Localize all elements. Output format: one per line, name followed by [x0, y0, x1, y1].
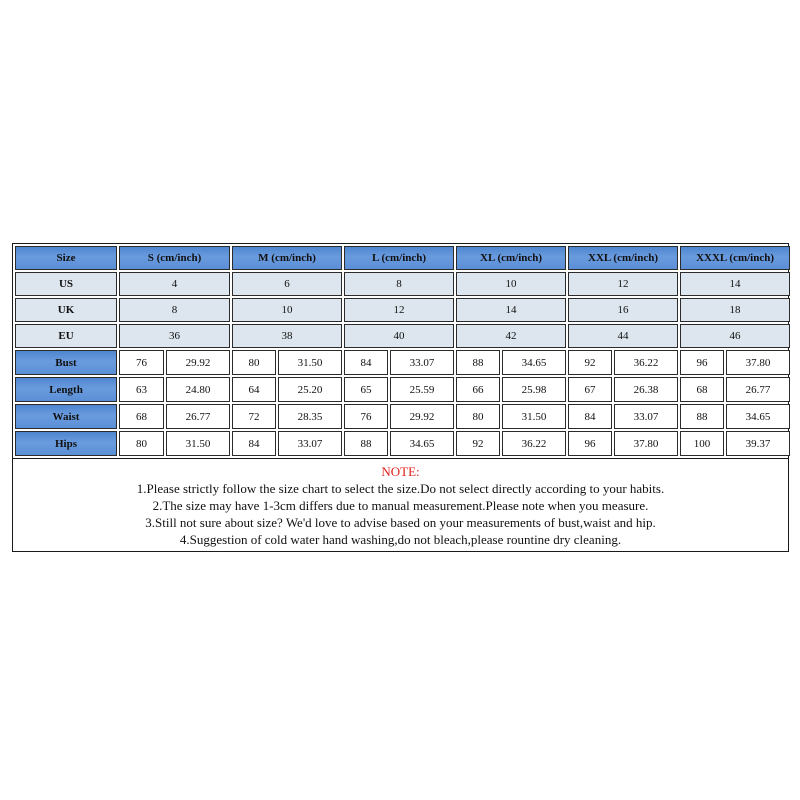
note-line-1: 1.Please strictly follow the size chart to select the size.Do not select directly according to your habits.: [136, 481, 665, 496]
measurement-row: [15, 377, 790, 402]
inch-cell: 26.38: [614, 377, 678, 402]
conversion-cell: 12: [344, 298, 454, 322]
cm-cell: 84: [344, 350, 388, 375]
inch-cell: 37.80: [614, 431, 678, 456]
conversion-cell: 16: [568, 298, 678, 322]
cm-cell: 72: [232, 404, 276, 429]
conversion-cell: 12: [568, 272, 678, 296]
note-line-4: 4.Suggestion of cold water hand washing,do not bleach,please rountine dry cleaning.: [179, 532, 622, 547]
conversion-cell: 4: [119, 272, 230, 296]
size-table-body: [15, 246, 790, 456]
note-section: [13, 458, 788, 551]
conversion-cell: 14: [456, 298, 566, 322]
measurement-row: [15, 404, 790, 429]
inch-cell: 37.80: [726, 350, 790, 375]
cm-cell: 67: [568, 377, 612, 402]
conversion-cell: 14: [680, 272, 790, 296]
size-header-cell: M (cm/inch): [232, 246, 342, 270]
inch-cell: 25.59: [390, 377, 454, 402]
cm-cell: 84: [232, 431, 276, 456]
cm-cell: 65: [344, 377, 388, 402]
inch-cell: 29.92: [390, 404, 454, 429]
cm-cell: 64: [232, 377, 276, 402]
note-line-3: 3.Still not sure about size? We'd love to advise based on your measurements of bust,waist and hip.: [145, 515, 656, 530]
measurement-row: [15, 350, 790, 375]
inch-cell: 26.77: [166, 404, 230, 429]
cm-cell: 100: [680, 431, 724, 456]
inch-cell: 33.07: [390, 350, 454, 375]
inch-cell: 26.77: [726, 377, 790, 402]
size-header-cell: XXXL (cm/inch): [680, 246, 790, 270]
conversion-cell: 6: [232, 272, 342, 296]
conversion-cell: 10: [456, 272, 566, 296]
size-column-header: Size: [15, 246, 117, 270]
inch-cell: 34.65: [390, 431, 454, 456]
conversion-cell: 40: [344, 324, 454, 348]
inch-cell: 33.07: [614, 404, 678, 429]
size-table: [13, 244, 792, 458]
row-label: Waist: [15, 404, 117, 429]
inch-cell: 33.07: [278, 431, 342, 456]
measurement-row: [15, 431, 790, 456]
header-row: [15, 246, 790, 270]
inch-cell: 39.37: [726, 431, 790, 456]
conversion-cell: 18: [680, 298, 790, 322]
row-label: US: [15, 272, 117, 296]
cm-cell: 80: [456, 404, 500, 429]
note-line-2: 2.The size may have 1-3cm differs due to manual measurement.Please note when you measure.: [152, 498, 649, 513]
conversion-cell: 38: [232, 324, 342, 348]
inch-cell: 36.22: [614, 350, 678, 375]
inch-cell: 25.98: [502, 377, 566, 402]
conversion-row: [15, 298, 790, 322]
row-label: Hips: [15, 431, 117, 456]
inch-cell: 36.22: [502, 431, 566, 456]
inch-cell: 34.65: [502, 350, 566, 375]
cm-cell: 96: [568, 431, 612, 456]
inch-cell: 29.92: [166, 350, 230, 375]
size-header-cell: XXL (cm/inch): [568, 246, 678, 270]
cm-cell: 88: [344, 431, 388, 456]
inch-cell: 31.50: [502, 404, 566, 429]
conversion-cell: 10: [232, 298, 342, 322]
inch-cell: 31.50: [166, 431, 230, 456]
row-label: EU: [15, 324, 117, 348]
row-label: Length: [15, 377, 117, 402]
size-header-cell: S (cm/inch): [119, 246, 230, 270]
inch-cell: 24.80: [166, 377, 230, 402]
cm-cell: 63: [119, 377, 164, 402]
inch-cell: 25.20: [278, 377, 342, 402]
conversion-cell: 8: [119, 298, 230, 322]
size-header-cell: XL (cm/inch): [456, 246, 566, 270]
conversion-cell: 44: [568, 324, 678, 348]
cm-cell: 76: [344, 404, 388, 429]
inch-cell: 28.35: [278, 404, 342, 429]
cm-cell: 68: [680, 377, 724, 402]
cm-cell: 80: [119, 431, 164, 456]
inch-cell: 34.65: [726, 404, 790, 429]
cm-cell: 88: [680, 404, 724, 429]
cm-cell: 84: [568, 404, 612, 429]
cm-cell: 92: [456, 431, 500, 456]
conversion-cell: 46: [680, 324, 790, 348]
size-header-cell: L (cm/inch): [344, 246, 454, 270]
note-title: NOTE:: [381, 464, 420, 479]
conversion-cell: 36: [119, 324, 230, 348]
cm-cell: 92: [568, 350, 612, 375]
cm-cell: 76: [119, 350, 164, 375]
cm-cell: 66: [456, 377, 500, 402]
inch-cell: 31.50: [278, 350, 342, 375]
conversion-row: [15, 272, 790, 296]
size-chart: [12, 243, 789, 552]
cm-cell: 96: [680, 350, 724, 375]
cm-cell: 88: [456, 350, 500, 375]
cm-cell: 68: [119, 404, 164, 429]
conversion-row: [15, 324, 790, 348]
row-label: Bust: [15, 350, 117, 375]
conversion-cell: 42: [456, 324, 566, 348]
conversion-cell: 8: [344, 272, 454, 296]
cm-cell: 80: [232, 350, 276, 375]
row-label: UK: [15, 298, 117, 322]
